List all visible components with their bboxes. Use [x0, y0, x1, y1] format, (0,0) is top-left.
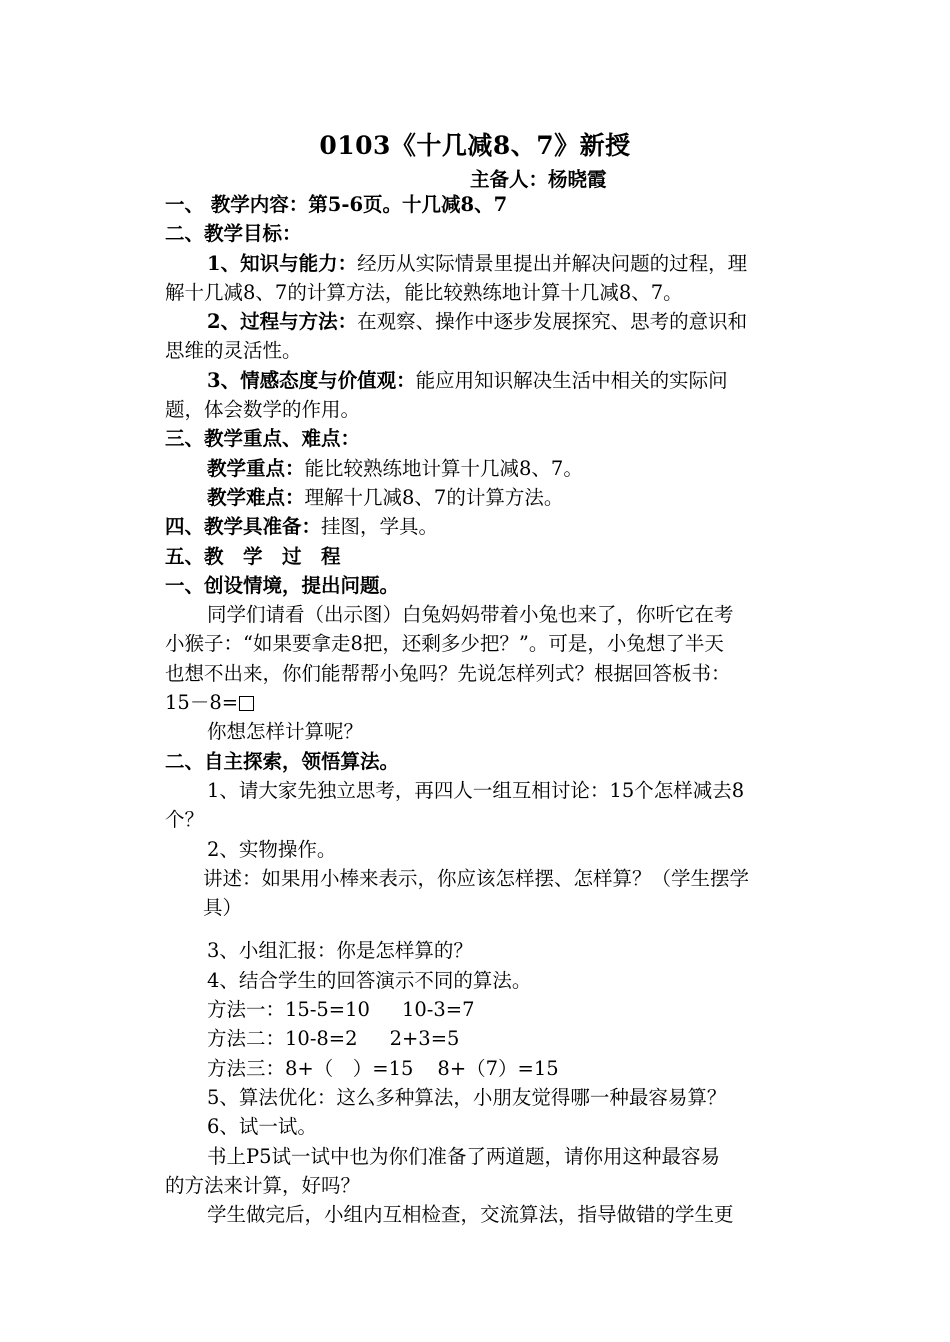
- paragraph-line: 3、小组汇报：你是怎样算的？: [207, 939, 473, 963]
- blank-box-icon: [239, 696, 254, 711]
- goal-1-label: 1、知识与能力：: [207, 251, 358, 275]
- page-title: 0103《十几减8、7》新授: [319, 131, 631, 160]
- section-process: 五、教 学 过 程: [165, 544, 341, 568]
- paragraph-line: 具）: [203, 896, 243, 920]
- paragraph-line: 个？: [165, 808, 205, 832]
- method-2: [165, 1024, 787, 1053]
- author-line: 主备人：杨晓霞: [470, 168, 607, 191]
- goal-3-line-2: 题，体会数学的作用。: [165, 398, 361, 422]
- paragraph-line: 5、算法优化：这么多种算法，小朋友觉得哪一种最容易算？: [207, 1085, 727, 1109]
- goal-1-line-1: [165, 249, 787, 278]
- method-1-step-a: 方法一：15-5=10: [207, 998, 370, 1022]
- paragraph-line: 6、试一试。: [207, 1115, 317, 1139]
- paragraph-line: 1、请大家先独立思考，再四人一组互相讨论：15个怎样减去8: [207, 778, 745, 802]
- method-3-step-a: 方法三：8+（ ）=15: [207, 1056, 414, 1080]
- paragraph-line: 讲述：如果用小棒来表示，你应该怎样摆、怎样算？（学生摆学: [203, 866, 750, 890]
- equation-line: [165, 688, 787, 717]
- key-point-label: 教学重点：: [207, 456, 305, 480]
- goal-2-label: 2、过程与方法：: [207, 310, 358, 334]
- section-content: 一、 教学内容：第5-6页。十几减8、7: [165, 193, 508, 216]
- goal-1-line-2: 解十几减8、7的计算方法，能比较熟练地计算十几减8、7。: [165, 280, 683, 304]
- section-goals: 二、教学目标：: [165, 222, 302, 246]
- difficulty-text: 理解十几减8、7的计算方法。: [304, 485, 564, 509]
- goal-2-text: 在观察、操作中逐步发展探究、思考的意识和: [357, 310, 748, 334]
- section-key-points: 三、教学重点、难点：: [165, 427, 361, 451]
- equation-text: 15－8=: [165, 691, 239, 715]
- section-materials: [165, 512, 787, 541]
- goal-1-text: 经历从实际情景里提出并解决问题的过程，理: [357, 251, 748, 275]
- part-2-heading: 二、自主探索，领悟算法。: [165, 749, 400, 773]
- goal-2-line-1: [165, 307, 787, 336]
- method-3-step-b: 8+（7）=15: [437, 1056, 559, 1080]
- method-2-step-b: 2+3=5: [389, 1027, 460, 1051]
- part-1-heading: 一、创设情境，提出问题。: [165, 573, 400, 597]
- method-1-step-b: 10-3=7: [401, 998, 475, 1022]
- paragraph-line: 你想怎样计算呢？: [207, 720, 364, 744]
- difficulty: [165, 483, 787, 512]
- paragraph-line: 也想不出来，你们能帮帮小兔吗？先说怎样列式？根据回答板书：: [165, 661, 731, 685]
- paragraph-line: 4、结合学生的回答演示不同的算法。: [207, 968, 532, 992]
- materials-text: 挂图，学具。: [321, 515, 439, 539]
- paragraph-line: 学生做完后，小组内互相检查，交流算法，指导做错的学生更: [207, 1203, 734, 1227]
- method-2-step-a: 方法二：10-8=2: [207, 1027, 358, 1051]
- key-point-text: 能比较熟练地计算十几减8、7。: [304, 456, 583, 480]
- materials-label: 四、教学具准备：: [165, 515, 322, 539]
- paragraph-line: 小猴子：“如果要拿走8把，还剩多少把？”。可是，小兔想了半天: [165, 632, 724, 656]
- paragraph-line: 同学们请看（出示图）白兔妈妈带着小兔也来了，你听它在考: [207, 603, 734, 627]
- goal-3-text: 能应用知识解决生活中相关的实际问: [415, 368, 728, 392]
- spacer: [165, 922, 787, 936]
- paragraph-line: 2、实物操作。: [207, 837, 337, 861]
- goal-3-label: 3、情感态度与价值观：: [207, 368, 416, 392]
- method-3: [165, 1054, 787, 1083]
- paragraph-line: 的方法来计算，好吗？: [165, 1173, 361, 1197]
- paragraph-line: 书上P5试一试中也为你们准备了两道题，请你用这种最容易: [207, 1144, 721, 1168]
- goal-3-line-1: [165, 366, 787, 395]
- document-body: [165, 190, 787, 1229]
- difficulty-label: 教学难点：: [207, 485, 305, 509]
- key-point: [165, 454, 787, 483]
- goal-2-line-2: 思维的灵活性。: [165, 339, 302, 363]
- method-1: [165, 995, 787, 1024]
